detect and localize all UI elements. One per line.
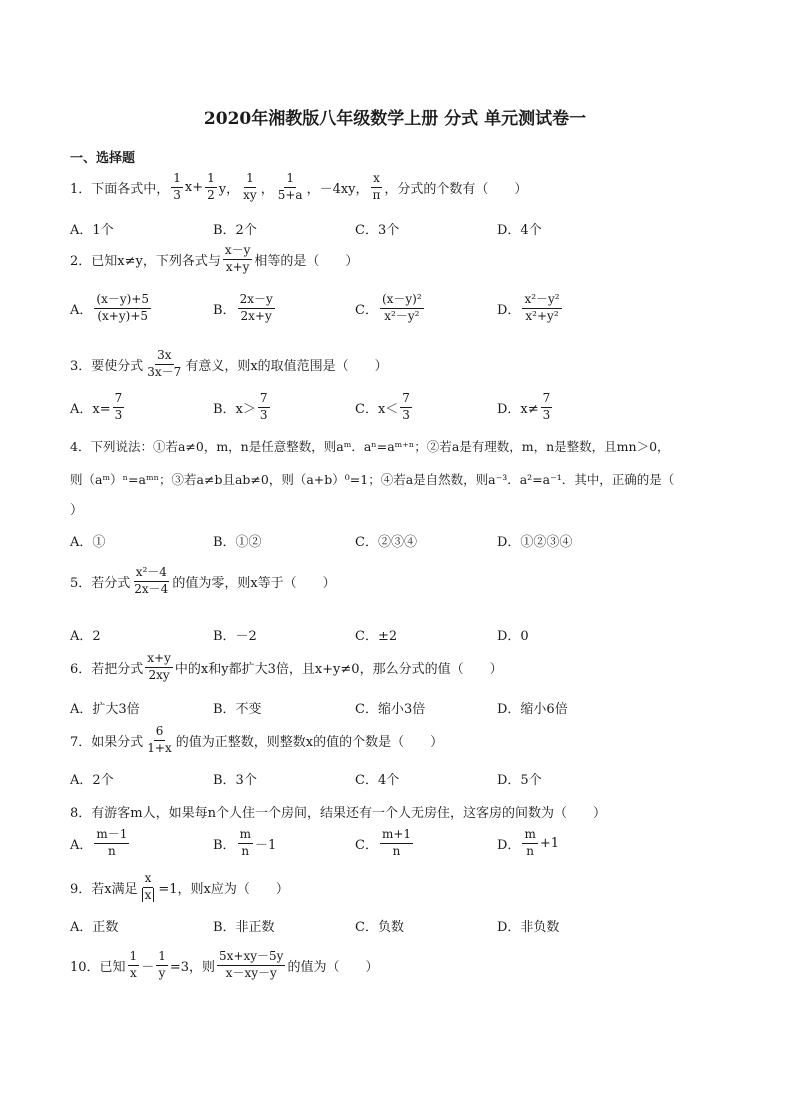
question-1: 1．下面各式中， $\frac{1}{3}$ x+ $\frac{1}{2}$ y， $\frac{1}{xy}$ ， $\frac{1}{5+a}$ ，－4xy， $\frac{x}{\pi}$ ，分式的个数有（ ） [70,171,528,202]
option-a: A． $\frac{m-1}{n}$ [70,827,128,858]
option-c: C．±2 [355,629,398,644]
option-b: B．x＞ $\frac{7}{3}$ [213,391,268,422]
question-4-line-2: 则（aᵐ）ⁿ=aᵐⁿ；③若a≠b且ab≠0，则（a+b）⁰=1；④若a是自然数，则a⁻³．a²=a⁻¹．其中，正确的是（ [70,472,675,487]
option-b: B． $\frac{2x-y}{2x+y}$ [213,292,273,323]
option-d: D．①②③④ [497,535,573,550]
fraction: $\frac{x}{\pi}$ [372,171,381,202]
question-6: 6．若把分式 $\frac{x+y}{2xy}$ 中的x和y都扩大3倍，且x+y≠0，那么分式的值（ ） [70,651,503,682]
question-3: 3．要使分式 $\frac{3x}{3x-7}$ 有意义，则x的取值范围是（ ） [70,348,388,379]
option-c: C．x＜ $\frac{7}{3}$ [355,391,410,422]
fraction: $\frac{6}{1+x}$ [147,724,172,755]
option-c: C． $\frac{\text{(x－y)²}}{\text{x²－y²}}$ [355,292,422,323]
question-10: 10．已知 $\frac{1}{x}$ － $\frac{1}{y}$ =3，则 $\frac{5x+xy-5y}{x-xy-y}$ 的值为（ ） [70,949,379,980]
option-c: C． $\frac{m+1}{n}$ [355,827,412,858]
option-a: A．2个 [70,773,114,788]
option-d: D． $\frac{m}{n}$ +1 [497,827,559,858]
option-a: A． $\frac{(x-y)+5}{(x+y)+5}$ [70,292,149,323]
question-7: 7．如果分式 $\frac{6}{1+x}$ 的值为正整数，则整数x的值的个数是（ ） [70,724,444,755]
question-9: 9．若x满足 $\frac{x}{x}$ =1，则x应为（ ） [70,871,289,902]
option-c: C．缩小3倍 [355,702,426,717]
option-d: D． $\frac{\text{x²－y²}}{\text{x²+y²}}$ [497,292,560,323]
option-d: D．5个 [497,773,542,788]
page-title: 2020年湘教版八年级数学上册 分式 单元测试卷一 [203,109,587,129]
fraction: $\frac{x}{x}$ [140,872,157,903]
question-5: 5．若分式 $\frac{\text{x²－4}}{2x-4}$ 的值为零，则x等于（ ） [70,565,336,596]
option-d: D．4个 [497,223,542,238]
option-b: B．非正数 [213,920,275,935]
fraction: $\frac{x-y}{x+y}$ [224,243,251,274]
fraction: $\frac{3x}{3x-7}$ [147,348,182,379]
option-b: B．3个 [213,773,257,788]
option-c: C．②③④ [355,535,417,550]
option-c: C．4个 [355,773,400,788]
question-4-line-1: 4．下列说法：①若a≠0，m，n是任意整数，则aᵐ．aⁿ=aᵐ⁺ⁿ；②若a是有理数，m，n是整数，且mn＞0， [70,439,670,454]
option-c: C．负数 [355,920,404,935]
option-b: B． $\frac{m}{n}$ －1 [213,827,277,858]
option-a: A．2 [70,629,101,644]
question-text: 1．下面各式中， [70,181,170,197]
option-c: C．3个 [355,223,400,238]
option-b: B．不变 [213,702,262,717]
option-b: B．①② [213,535,262,550]
option-d: D．非负数 [497,920,560,935]
question-8: 8．有游客m人，如果每n个人住一个房间，结果还有一个人无房住，这客房的间数为（ ） [70,806,606,821]
option-d: D．0 [497,629,529,644]
fraction: $\frac{1}{2}$ [207,171,215,202]
option-b: B．－2 [213,629,257,644]
section-heading: 一、选择题 [70,151,136,166]
fraction: $\frac{1}{xy}$ [243,171,257,202]
question-2: 2．已知x≠y，下列各式与 $\frac{x-y}{x+y}$ 相等的是（ ） [70,243,359,274]
option-a: A．正数 [70,920,119,935]
fraction: $\frac{\text{x²－4}}{2x-4}$ [134,565,169,596]
option-b: B．2个 [213,223,257,238]
fraction: $\frac{1}{5+a}$ [277,171,303,202]
fraction: $\frac{x+y}{2xy}$ [147,651,171,682]
option-a: A．1个 [70,223,114,238]
fraction: $\frac{1}{y}$ [158,949,166,980]
fraction: $\frac{5x+xy-5y}{x-xy-y}$ [219,949,284,980]
option-a: A．扩大3倍 [70,702,140,717]
question-4-line-3: ） [70,503,84,518]
fraction: $\frac{1}{3}$ [173,171,181,202]
option-a: A．① [70,535,106,550]
option-d: D．x≠ $\frac{7}{3}$ [497,391,551,422]
option-d: D．缩小6倍 [497,702,568,717]
option-a: A．x= $\frac{7}{3}$ [70,391,123,422]
fraction: $\frac{1}{x}$ [129,949,138,980]
